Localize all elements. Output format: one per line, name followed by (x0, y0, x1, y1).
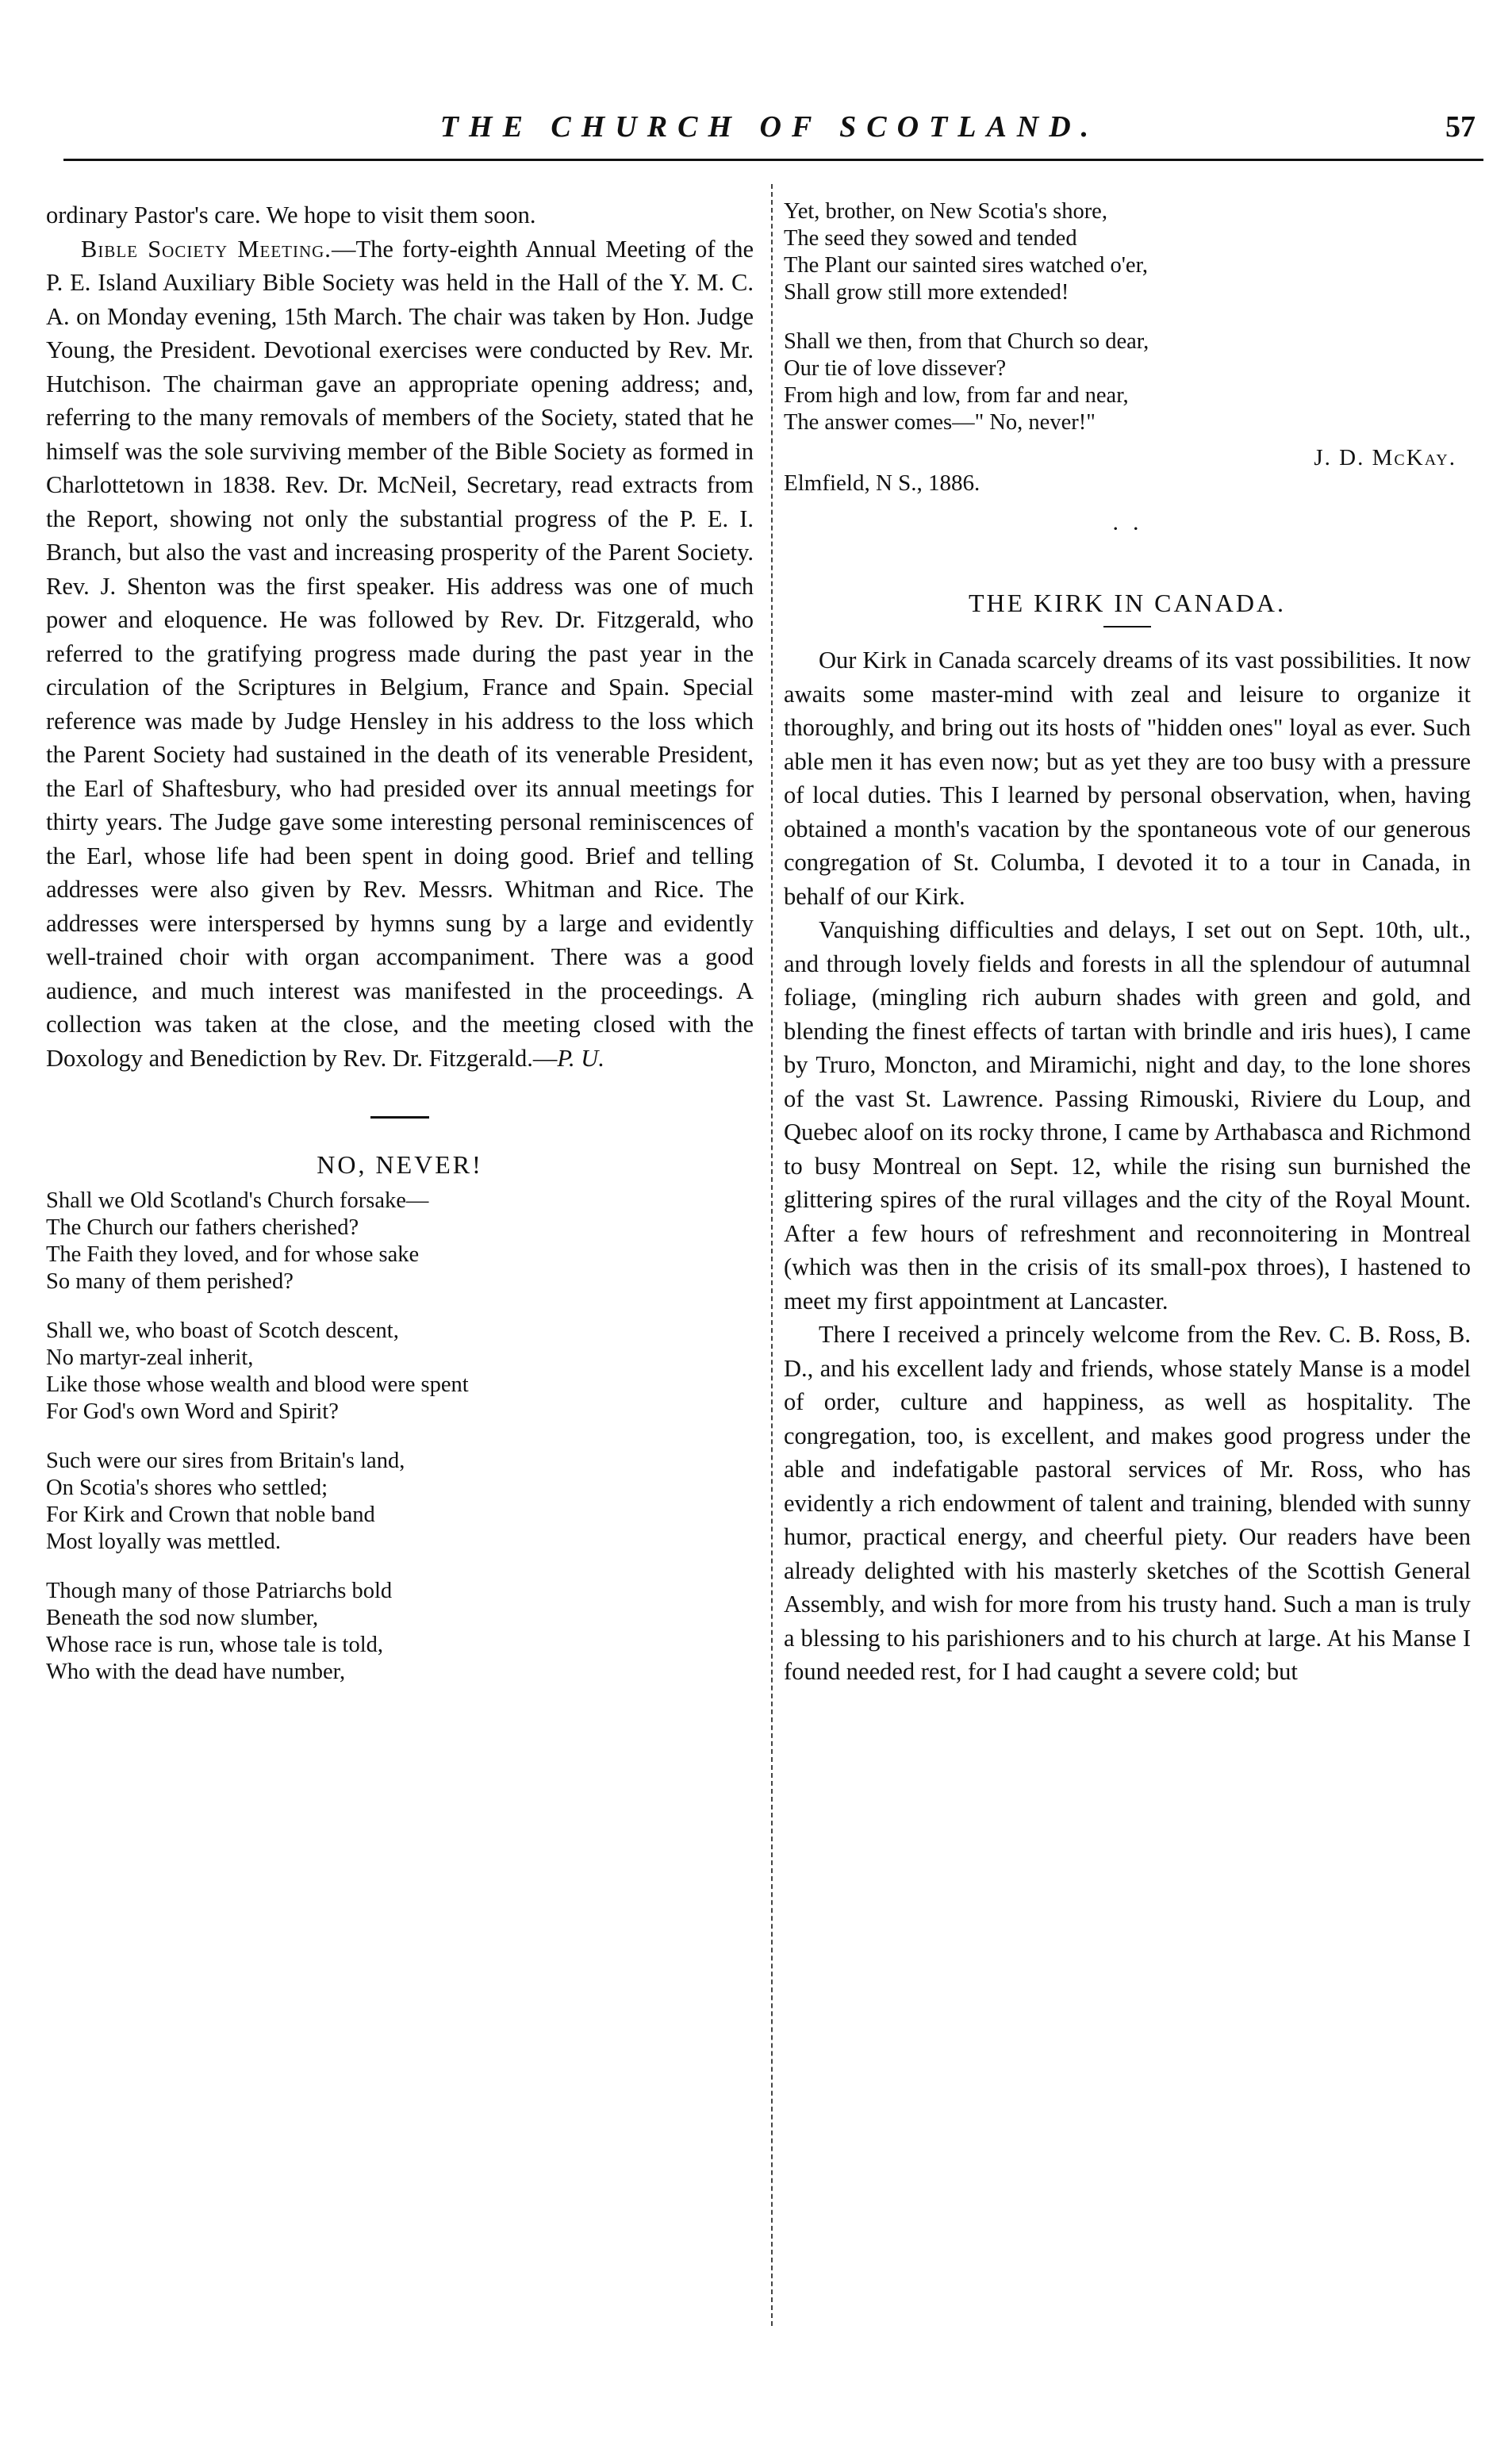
poem-line: From high and low, from far and near, (784, 383, 1129, 408)
title-rule (1103, 626, 1151, 627)
poem-stanza (46, 1448, 754, 1556)
poem-line: For Kirk and Crown that noble band (46, 1502, 375, 1527)
poem-line: Such were our sires from Britain's land, (46, 1449, 405, 1473)
poem-left (46, 1188, 754, 1686)
poem-line: Most loyally was mettled. (46, 1529, 282, 1554)
poem-line: Yet, brother, on New Scotia's shore, (784, 199, 1107, 224)
article-paragraph: There I received a princely welcome from the Rev. C. B. Ross, B. D., and his excellent lady and friends, whose stately Manse is a model of order, culture and happiness, as well as hospitality. The congregation, too, is excellent, and makes good progress under the able and indefatigable pastoral services of Mr. Ross, who has evidently a rich endowment of talent and training, blended with sunny humor, practical energy, and cheerful piety. Our readers have been already delighted with his masterly sketches of the Scottish General Assembly, and wish for more from his trusty hand. Such a man is truly a blessing to his parishioners and to his church at large. At his Manse I found needed rest, for I had caught a severe cold; but (784, 1321, 1471, 1685)
poem-line: The Faith they loved, and for whose sake (46, 1242, 420, 1267)
poem-author: J. D. McKay. (1314, 445, 1456, 470)
article-paragraph: Our Kirk in Canada scarcely dreams of its vast possibilities. It now awaits some master-mind with zeal and leisure to organize it thoroughly, and bring out its hosts of "hidden ones" loyal as ever. Such able men it has even now; but as yet they are too busy with a pressure of local duties. This I learned by personal observation, when, having obtained a month's vacation by the spontaneous vote of our generous congregation of St. Columba, I devoted it to a tour in Canada, in behalf of our Kirk. (784, 647, 1471, 910)
poem-line: The answer comes—" No, never!" (784, 410, 1096, 435)
poem-line: So many of them perished? (46, 1269, 294, 1294)
left-column (46, 198, 754, 1708)
poem-place-date: Elmfield, N S., 1886. (784, 470, 980, 496)
page-number: 57 (1445, 110, 1476, 144)
poem-line: The Plant our sainted sires watched o'er, (784, 253, 1149, 278)
poem-line: On Scotia's shores who settled; (46, 1476, 328, 1500)
poem-stanza (784, 328, 1471, 436)
opening-paragraph: ordinary Pastor's care. We hope to visit them soon. (46, 201, 536, 228)
right-column (784, 198, 1471, 1689)
article-body (784, 643, 1471, 1689)
column-divider (771, 184, 773, 2326)
left-prose (46, 198, 754, 1075)
poem-line: Though many of those Patriarchs bold (46, 1579, 393, 1603)
poem-line: The seed they sowed and tended (784, 226, 1077, 251)
running-title: THE CHURCH OF SCOTLAND. (439, 110, 1099, 144)
poem-line: The Church our fathers cherished? (46, 1215, 359, 1240)
poem-stanza (46, 1578, 754, 1686)
poem-continued (784, 198, 1471, 497)
bible-society-signature: P. U. (557, 1044, 604, 1072)
header-rule (63, 159, 1483, 161)
bible-society-lead: Bible Society Meeting. (81, 235, 332, 263)
poem-stanza (784, 198, 1471, 306)
poem-line: Like those whose wealth and blood were spent (46, 1372, 469, 1397)
bible-society-body: —The forty-eighth Annual Meeting of the P. E. Island Auxiliary Bible Society was held in the Hall of the Y. M. C. A. on Monday evening, 15th March. The chair was taken by Hon. Judge Young, the President. Devotional exercises were conducted by Rev. Mr. Hutchison. The chairman gave an appropriate opening address; and, referring to the many removals of members of the Society, stated that he himself was the sole surviving member of the Bible Society as formed in Charlottetown in 1838. Rev. Dr. McNeil, Secretary, read extracts from the Report, showing not only the substantial progress of the P. E. I. Branch, but also the vast and increasing prosperity of the Parent Society. Rev. J. Shenton was the first speaker. His address was one of much power and eloquence. He was followed by Rev. Dr. Fitzgerald, who referred to the gratifying progress made during the past year in the circulation of the Scriptures in Belgium, France and Spain. Special reference was made by Judge Hensley in his address to the loss which the Parent Society had sustained in the death of its venerable President, the Earl of Shaftesbury, who had presided over its annual meetings for thirty years. The Judge gave some interesting personal reminiscences of the Earl, whose life had been spent in doing good. Brief and telling addresses were also given by Rev. Messrs. Whitman and Rice. The addresses were interspersed by hymns sung by a large and evidently well-trained choir with organ accompaniment. There was a good audience, and much interest was manifested in the proceedings. A collection was taken at the close, and the meeting closed with the Doxology and Benediction by Rev. Dr. Fitzgerald.— (46, 235, 754, 1072)
poem-line: Beneath the sod now slumber, (46, 1606, 319, 1630)
poem-line: Who with the dead have number, (46, 1660, 346, 1684)
poem-title: NO, NEVER! (317, 1150, 483, 1179)
poem-line: Our tie of love dissever? (784, 356, 1007, 381)
poem-line: Shall we then, from that Church so dear, (784, 329, 1149, 354)
poem-line: Shall grow still more extended! (784, 280, 1069, 305)
poem-line: Shall we, who boast of Scotch descent, (46, 1318, 399, 1343)
page-header (63, 109, 1476, 157)
bible-society-paragraph (46, 232, 754, 1076)
article-title: THE KIRK IN CANADA. (968, 589, 1287, 617)
poem-stanza (46, 1188, 754, 1295)
article-paragraph: Vanquishing difficulties and delays, I set out on Sept. 10th, ult., and through lovely fields and forests in all the splendour of autumnal foliage, (mingling rich auburn shades with green and gold, and blending the finest effects of tartan with brindle and iris hues), I came by Truro, Moncton, and Miramichi, night and day, to the lone shores of the vast St. Lawrence. Passing Rimouski, Riviere du Loup, and Quebec aloof on its rocky throne, I came by Arthabasca and Richmond to busy Montreal on Sept. 12, while the rising sun burnished the glittering spires of the rural villages and the city of the Royal Mount. After a few hours of refreshment and reconnoitering in Montreal (which was then in the crisis of its small-pox throes), I hastened to meet my first appointment at Lancaster. (784, 916, 1471, 1314)
section-dots: · · (1111, 516, 1143, 542)
poem-line: Whose race is run, whose tale is told, (46, 1633, 384, 1657)
poem-line: For God's own Word and Spirit? (46, 1399, 339, 1424)
poem-line: Shall we Old Scotland's Church forsake— (46, 1188, 429, 1213)
poem-stanza (46, 1318, 754, 1426)
section-separator (370, 1116, 429, 1119)
poem-line: No martyr-zeal inherit, (46, 1345, 254, 1370)
